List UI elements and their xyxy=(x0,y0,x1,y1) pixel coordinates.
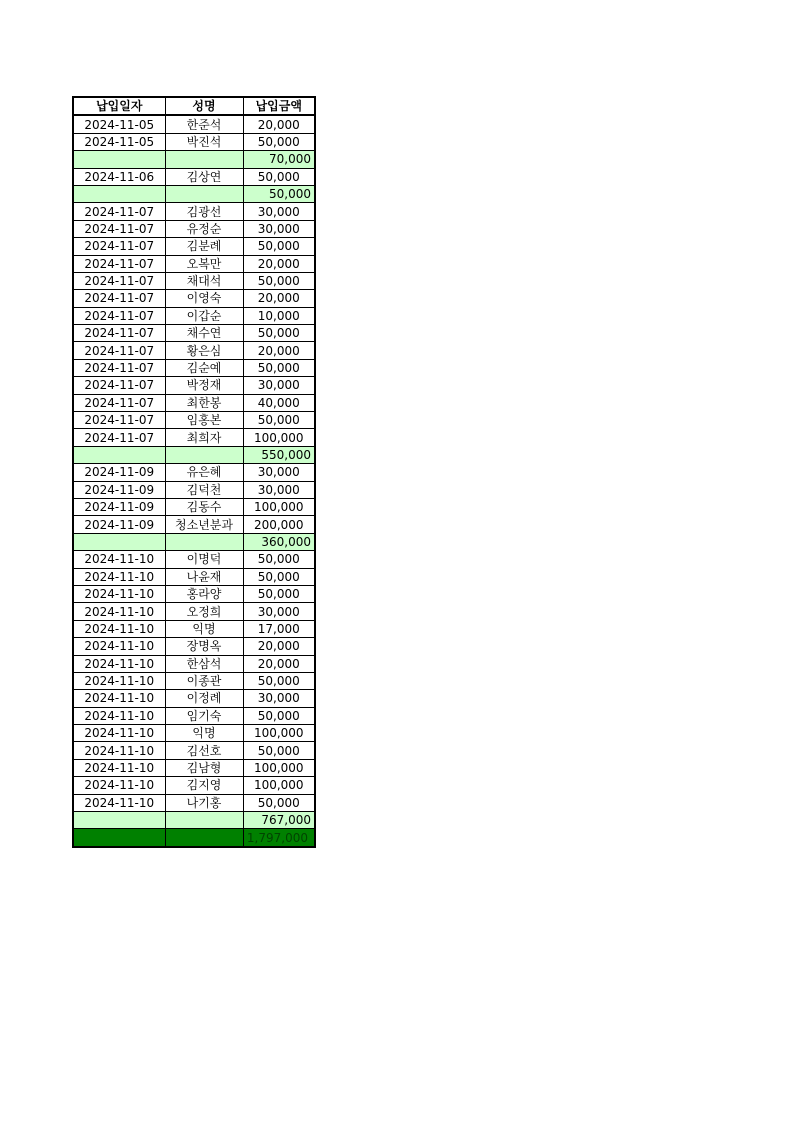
amount-cell: 10,000 xyxy=(243,307,315,324)
amount-cell: 100,000 xyxy=(243,498,315,515)
subtotal-row xyxy=(73,812,315,829)
amount-cell: 550,000 xyxy=(243,446,315,463)
date-cell: 2024-11-07 xyxy=(73,325,165,342)
amount-cell: 100,000 xyxy=(243,725,315,742)
table-row xyxy=(73,690,315,707)
date-cell: 2024-11-09 xyxy=(73,481,165,498)
amount-cell: 20,000 xyxy=(243,655,315,672)
date-cell: 2024-11-07 xyxy=(73,412,165,429)
amount-cell: 50,000 xyxy=(243,325,315,342)
table-row xyxy=(73,777,315,794)
table-row xyxy=(73,133,315,150)
table-row xyxy=(73,290,315,307)
name-cell: 김지영 xyxy=(165,777,243,794)
table-row xyxy=(73,255,315,272)
name-cell: 이종관 xyxy=(165,672,243,689)
name-cell: 임홍본 xyxy=(165,412,243,429)
table-row xyxy=(73,638,315,655)
header-date: 납입일자 xyxy=(73,97,165,115)
table-row xyxy=(73,464,315,481)
table-row xyxy=(73,272,315,289)
name-cell: 김상연 xyxy=(165,168,243,185)
table-row xyxy=(73,794,315,811)
amount-cell: 50,000 xyxy=(243,412,315,429)
name-cell: 최한봉 xyxy=(165,394,243,411)
date-cell xyxy=(73,829,165,847)
table-row xyxy=(73,498,315,515)
amount-cell: 100,000 xyxy=(243,777,315,794)
name-cell: 채대석 xyxy=(165,272,243,289)
amount-cell: 50,000 xyxy=(243,551,315,568)
amount-cell: 40,000 xyxy=(243,394,315,411)
date-cell xyxy=(73,151,165,168)
table-row xyxy=(73,220,315,237)
date-cell xyxy=(73,812,165,829)
date-cell: 2024-11-09 xyxy=(73,464,165,481)
amount-cell: 100,000 xyxy=(243,759,315,776)
header-amount: 납입금액 xyxy=(243,97,315,115)
amount-cell: 50,000 xyxy=(243,272,315,289)
date-cell: 2024-11-07 xyxy=(73,394,165,411)
amount-cell: 50,000 xyxy=(243,742,315,759)
name-cell: 유정순 xyxy=(165,220,243,237)
date-cell: 2024-11-09 xyxy=(73,516,165,533)
amount-cell: 50,000 xyxy=(243,568,315,585)
date-cell: 2024-11-05 xyxy=(73,115,165,133)
amount-cell: 50,000 xyxy=(243,238,315,255)
table-row xyxy=(73,759,315,776)
name-cell: 김광선 xyxy=(165,203,243,220)
name-cell: 청소년분과 xyxy=(165,516,243,533)
name-cell xyxy=(165,533,243,550)
amount-cell: 50,000 xyxy=(243,794,315,811)
subtotal-row xyxy=(73,533,315,550)
date-cell: 2024-11-07 xyxy=(73,290,165,307)
date-cell: 2024-11-10 xyxy=(73,655,165,672)
date-cell: 2024-11-10 xyxy=(73,672,165,689)
name-cell xyxy=(165,812,243,829)
date-cell: 2024-11-07 xyxy=(73,272,165,289)
subtotal-row xyxy=(73,446,315,463)
table-row xyxy=(73,168,315,185)
name-cell: 김남형 xyxy=(165,759,243,776)
table-row xyxy=(73,412,315,429)
table-row xyxy=(73,481,315,498)
amount-cell: 30,000 xyxy=(243,220,315,237)
table-row xyxy=(73,238,315,255)
amount-cell: 50,000 xyxy=(243,133,315,150)
date-cell: 2024-11-07 xyxy=(73,203,165,220)
name-cell: 김선호 xyxy=(165,742,243,759)
date-cell: 2024-11-10 xyxy=(73,585,165,602)
amount-cell: 50,000 xyxy=(243,359,315,376)
table-row xyxy=(73,655,315,672)
name-cell: 이정례 xyxy=(165,690,243,707)
name-cell: 박진석 xyxy=(165,133,243,150)
grand-total-row xyxy=(73,829,315,847)
amount-cell: 360,000 xyxy=(243,533,315,550)
name-cell: 김덕천 xyxy=(165,481,243,498)
name-cell: 김동수 xyxy=(165,498,243,515)
date-cell: 2024-11-07 xyxy=(73,429,165,446)
date-cell: 2024-11-10 xyxy=(73,707,165,724)
table-row xyxy=(73,394,315,411)
name-cell: 김분례 xyxy=(165,238,243,255)
name-cell: 이갑순 xyxy=(165,307,243,324)
amount-cell: 100,000 xyxy=(243,429,315,446)
amount-cell: 30,000 xyxy=(243,377,315,394)
table-row xyxy=(73,115,315,133)
name-cell: 나기홍 xyxy=(165,794,243,811)
amount-cell: 30,000 xyxy=(243,690,315,707)
table-row xyxy=(73,603,315,620)
amount-cell: 50,000 xyxy=(243,585,315,602)
header-name: 성명 xyxy=(165,97,243,115)
date-cell: 2024-11-07 xyxy=(73,220,165,237)
date-cell: 2024-11-10 xyxy=(73,620,165,637)
name-cell: 익명 xyxy=(165,620,243,637)
name-cell xyxy=(165,446,243,463)
date-cell xyxy=(73,533,165,550)
table-row xyxy=(73,551,315,568)
name-cell: 나윤재 xyxy=(165,568,243,585)
name-cell: 이영숙 xyxy=(165,290,243,307)
name-cell xyxy=(165,151,243,168)
ledger-body xyxy=(73,115,315,846)
amount-cell: 200,000 xyxy=(243,516,315,533)
date-cell: 2024-11-06 xyxy=(73,168,165,185)
amount-cell: 50,000 xyxy=(243,185,315,202)
amount-cell: 50,000 xyxy=(243,168,315,185)
table-row xyxy=(73,325,315,342)
table-row xyxy=(73,672,315,689)
date-cell: 2024-11-10 xyxy=(73,603,165,620)
amount-cell: 17,000 xyxy=(243,620,315,637)
name-cell: 장명옥 xyxy=(165,638,243,655)
table-row xyxy=(73,620,315,637)
date-cell xyxy=(73,185,165,202)
header-row xyxy=(73,97,315,115)
table-row xyxy=(73,742,315,759)
amount-cell: 20,000 xyxy=(243,255,315,272)
date-cell: 2024-11-10 xyxy=(73,777,165,794)
date-cell: 2024-11-05 xyxy=(73,133,165,150)
amount-cell: 20,000 xyxy=(243,342,315,359)
amount-cell: 20,000 xyxy=(243,638,315,655)
date-cell: 2024-11-10 xyxy=(73,742,165,759)
table-row xyxy=(73,203,315,220)
name-cell xyxy=(165,185,243,202)
subtotal-row xyxy=(73,151,315,168)
date-cell: 2024-11-10 xyxy=(73,794,165,811)
name-cell: 오복만 xyxy=(165,255,243,272)
date-cell: 2024-11-10 xyxy=(73,638,165,655)
table-row xyxy=(73,429,315,446)
date-cell: 2024-11-10 xyxy=(73,759,165,776)
date-cell: 2024-11-07 xyxy=(73,307,165,324)
date-cell: 2024-11-07 xyxy=(73,342,165,359)
subtotal-row xyxy=(73,185,315,202)
table-row xyxy=(73,307,315,324)
name-cell: 유은혜 xyxy=(165,464,243,481)
amount-cell: 30,000 xyxy=(243,203,315,220)
amount-cell: 30,000 xyxy=(243,603,315,620)
table-row xyxy=(73,568,315,585)
table-row xyxy=(73,359,315,376)
donation-ledger-table xyxy=(72,96,316,848)
amount-cell: 50,000 xyxy=(243,672,315,689)
amount-cell: 30,000 xyxy=(243,464,315,481)
amount-cell: 20,000 xyxy=(243,115,315,133)
table-row xyxy=(73,516,315,533)
amount-cell: 50,000 xyxy=(243,707,315,724)
name-cell: 황은심 xyxy=(165,342,243,359)
date-cell: 2024-11-07 xyxy=(73,377,165,394)
date-cell: 2024-11-07 xyxy=(73,238,165,255)
amount-cell: 20,000 xyxy=(243,290,315,307)
table-row xyxy=(73,585,315,602)
date-cell xyxy=(73,446,165,463)
amount-cell: 30,000 xyxy=(243,481,315,498)
name-cell: 한준석 xyxy=(165,115,243,133)
table-row xyxy=(73,342,315,359)
name-cell: 오정희 xyxy=(165,603,243,620)
date-cell: 2024-11-07 xyxy=(73,255,165,272)
name-cell: 김순예 xyxy=(165,359,243,376)
name-cell: 한삼석 xyxy=(165,655,243,672)
amount-cell: 70,000 xyxy=(243,151,315,168)
table-row xyxy=(73,725,315,742)
name-cell: 홍라양 xyxy=(165,585,243,602)
date-cell: 2024-11-09 xyxy=(73,498,165,515)
date-cell: 2024-11-10 xyxy=(73,551,165,568)
date-cell: 2024-11-07 xyxy=(73,359,165,376)
date-cell: 2024-11-10 xyxy=(73,568,165,585)
name-cell xyxy=(165,829,243,847)
name-cell: 임기숙 xyxy=(165,707,243,724)
date-cell: 2024-11-10 xyxy=(73,690,165,707)
table-row xyxy=(73,707,315,724)
name-cell: 최희자 xyxy=(165,429,243,446)
amount-cell: 767,000 xyxy=(243,812,315,829)
amount-cell: 1,797,000 xyxy=(243,829,315,847)
name-cell: 이명덕 xyxy=(165,551,243,568)
date-cell: 2024-11-10 xyxy=(73,725,165,742)
name-cell: 익명 xyxy=(165,725,243,742)
name-cell: 박정재 xyxy=(165,377,243,394)
name-cell: 채수연 xyxy=(165,325,243,342)
table-row xyxy=(73,377,315,394)
